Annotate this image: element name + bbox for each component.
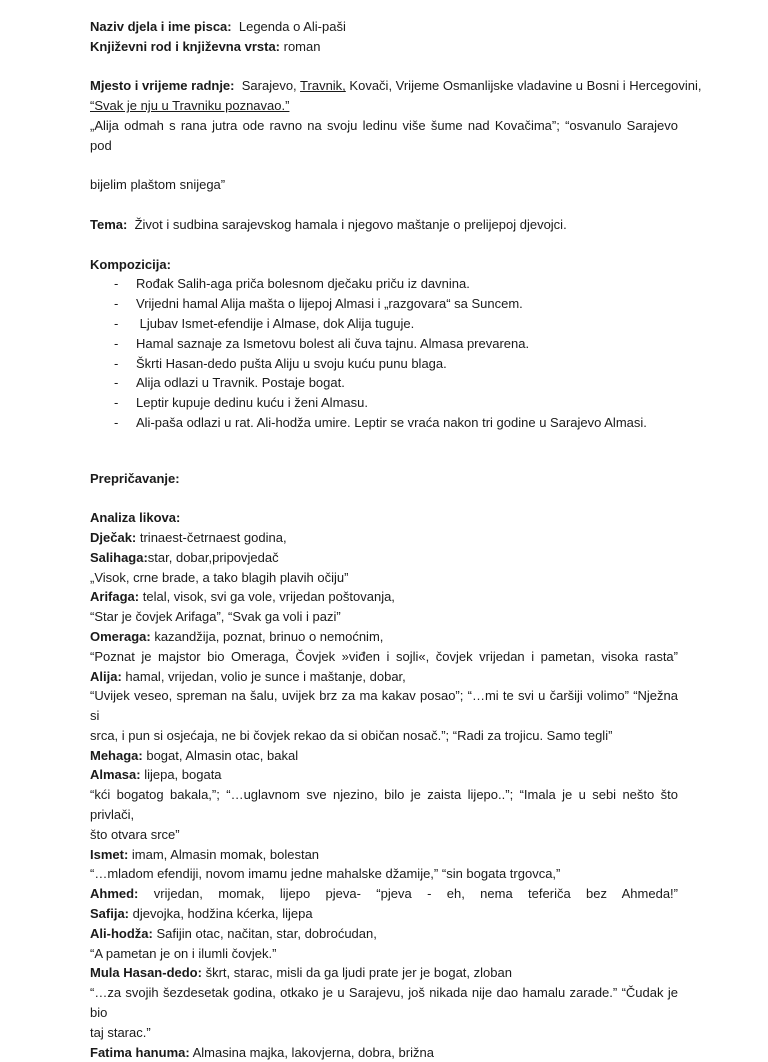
setting-label: Mjesto i vrijeme radnje: [90, 78, 235, 94]
character-mula-hasan-dedo: Mula Hasan-dedo: škrt, starac, misli da ga ljudi prate jer je bogat, zloban [90, 965, 512, 981]
quote-almasa-2: što otvara srce” [90, 826, 180, 842]
list-item: - Hamal saznaje za Ismetovu bolest ali čuva tajnu. Almasa prevarena. [114, 335, 530, 351]
character-alihodza: Ali-hodža: Safijin otac, načitan, star, dobroćudan, [90, 925, 377, 941]
setting-quote-2a: „Alija odmah s rana jutra ode ravno na svoju ledinu više šume nad Kovačima”; “osvanulo Sarajevo pod [90, 117, 678, 153]
setting-line [90, 76, 702, 96]
quote-mula-2: taj starac.” [90, 1024, 151, 1040]
quote-alihodza: “A pametan je on i ilumli čovjek.” [90, 945, 277, 961]
list-item: - Vrijedni hamal Alija mašta o lijepoj Almasi i „razgovara“ sa Suncem. [114, 296, 523, 312]
work-title-value: Legenda o Ali-paši [238, 19, 346, 34]
quote-omeraga: “Poznat je majstor bio Omeraga, Čovjek »viđen i sojli«, čovjek vrijedan i pametan, visoka rasta” [90, 648, 678, 664]
theme-label: Tema: [90, 216, 128, 232]
list-item: - Alija odlazi u Travnik. Postaje bogat. [114, 375, 345, 391]
composition-heading: Kompozicija: [90, 256, 171, 272]
character-alija: Alija: hamal, vrijedan, volio je sunce i maštanje, dobar, [90, 668, 406, 684]
list-item: - Škrti Hasan-dedo pušta Aliju u svoju kuću punu blaga. [114, 355, 447, 371]
character-salihaga: Salihaga:star, dobar,pripovjedač [90, 549, 279, 565]
character-mehaga: Mehaga: bogat, Almasin otac, bakal [90, 747, 299, 763]
theme-line [90, 215, 678, 235]
character-omeraga: Omeraga: kazandžija, poznat, brinuo o nemoćnim, [90, 628, 384, 644]
list-item: - Ljubav Ismet-efendije i Almase, dok Alija tuguje. [114, 315, 415, 331]
character-almasa: Almasa: lijepa, bogata [90, 767, 222, 783]
quote-mula-1: “…za svojih šezdesetak godina, otkako je u Sarajevu, još nikada nije dao hamalu zarade.” “Čudak je bio [90, 985, 678, 1021]
quote-arifaga: “Star je čovjek Arifaga”, “Svak ga voli i pazi” [90, 609, 341, 625]
list-item: - Rođak Salih-aga priča bolesnom dječaku priču iz davnina. [114, 276, 470, 292]
quote-salihaga: „Visok, crne brade, a tako blagih plavih očiju” [90, 569, 349, 585]
genre-label: Književni rod i književna vrsta: [90, 38, 280, 54]
theme-value: Život i sudbina sarajevskog hamala i njegovo maštanje o prelijepoj djevojci. [134, 216, 567, 232]
character-djecak: Dječak: trinaest-četrnaest godina, [90, 529, 287, 545]
setting-quote-1: “Svak je nju u Travniku poznavao.” [90, 98, 290, 114]
character-safija: Safija: djevojka, hodžina kćerka, lijepa [90, 906, 313, 922]
list-item: - Ali-paša odlazi u rat. Ali-hodža umire. Leptir se vraća nakon tri godine u Sarajevo Almasi. [114, 414, 647, 430]
quote-alija-2: srca, i pun si osjećaja, ne bi čovjek rekao da si običan nosač.”; “Radi za trojicu. Samo tegli” [90, 727, 613, 743]
retelling-heading: Prepričavanje: [90, 470, 180, 486]
quote-almasa-1: “kći bogatog bakala,”; “…uglavnom sve njezino, bilo je zaista lijepo..”; “Imala je u sebi nešto što privlači, [90, 787, 678, 823]
composition-list [90, 274, 678, 432]
genre-value: roman [283, 38, 321, 54]
document-page [90, 17, 702, 1062]
character-fatima-hanuma: Fatima hanuma: Almasina majka, lakovjerna, dobra, brižna [90, 1044, 434, 1060]
setting-place-travnik: Travnik, [300, 78, 346, 94]
setting-place-sarajevo: Sarajevo, [241, 78, 297, 94]
character-ahmed: Ahmed: vrijedan, momak, lijepo pjeva- “pjeva - eh, nema teferiča bez Ahmeda!” [90, 886, 678, 902]
setting-rest: Kovači, Vrijeme Osmanlijske vladavine u Bosni i Hercegovini, [349, 78, 702, 94]
setting-quote-2b: bijelim plaštom snijega” [90, 177, 226, 193]
quote-alija-1: “Uvijek veseo, spreman na šalu, uvijek brz za ma kakav posao”; “…mi te svi u čaršiji volimo” “Nježna si [90, 688, 678, 724]
character-ismet: Ismet: imam, Almasin momak, bolestan [90, 846, 320, 862]
analysis-heading: Analiza likova: [90, 510, 181, 526]
work-title-line [90, 17, 678, 37]
quote-ismet: “…mladom efendiji, novom imamu jedne mahalske džamije,” “sin bogata trgovca,” [90, 866, 561, 882]
work-title-label: Naziv djela i ime pisca: [90, 19, 232, 34]
list-item: - Leptir kupuje dedinu kuću i ženi Almasu. [114, 395, 368, 411]
genre-line [90, 37, 678, 57]
character-arifaga: Arifaga: telal, visok, svi ga vole, vrijedan poštovanja, [90, 589, 395, 605]
